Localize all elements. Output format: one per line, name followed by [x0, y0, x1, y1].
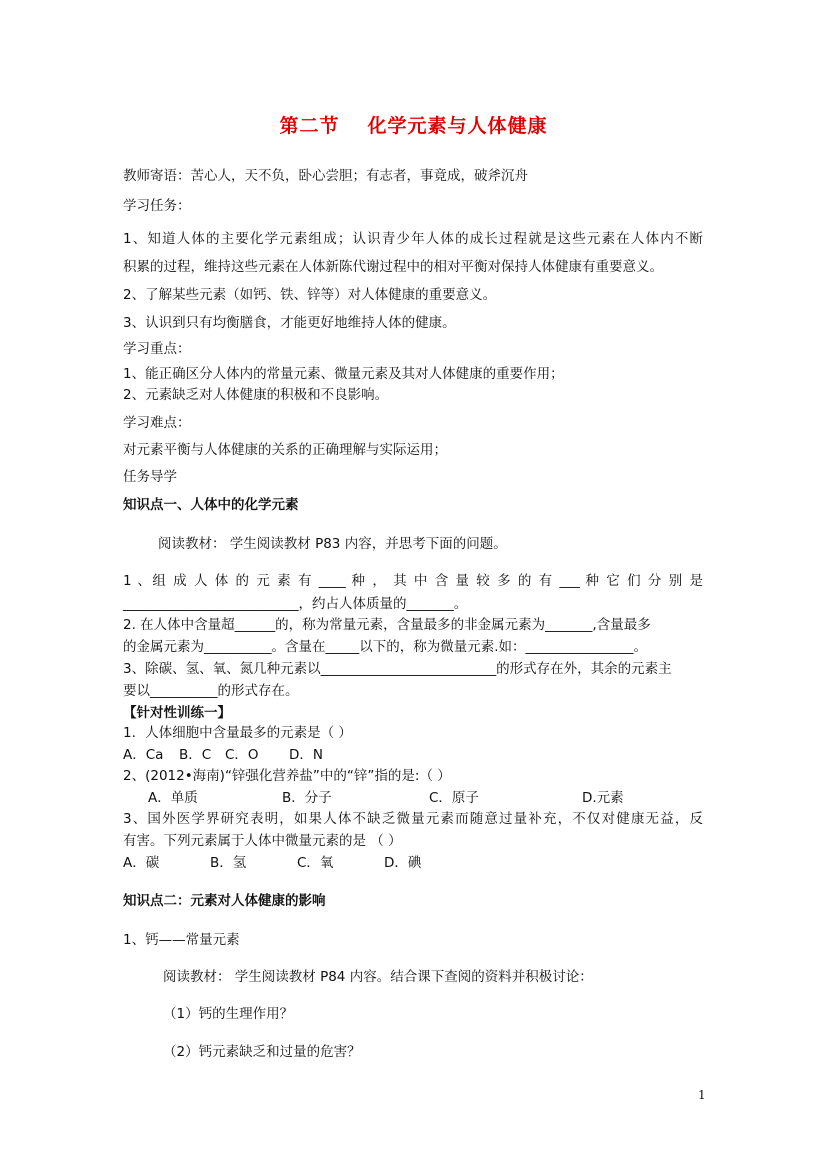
- kp1-question-2-line-b: 的金属元素为__________。含量在_____以下的，称为微量元素.如：________________。: [123, 639, 648, 655]
- option-d: D．N: [289, 747, 323, 763]
- option-c: C．氧: [297, 855, 334, 871]
- knowledge-point-2-heading: 知识点二：元素对人体健康的影响: [123, 893, 326, 909]
- difficulties-heading: 学习难点：: [123, 415, 191, 431]
- kp1-question-3-line-b: 要以__________的形式存在。: [123, 683, 299, 699]
- drill-1-question-2: 2、(2012•海南)“锌强化营养盐”中的“锌”指的是:（ ）: [123, 768, 451, 784]
- drill-1-question-1-options: [123, 746, 323, 764]
- page-title: [0, 111, 827, 138]
- kp1-question-3-line-a: 3、除碳、氢、氧、氮几种元素以__________________________的形式存在外，其余的元素主: [123, 661, 672, 677]
- kp1-reading: 阅读教材： 学生阅读教材 P83 内容，并思考下面的问题。: [158, 536, 507, 552]
- tasks-heading: 学习任务：: [123, 198, 191, 214]
- drill-1-heading: 【针对性训练一】: [123, 705, 231, 721]
- option-d: D．碘: [384, 855, 422, 871]
- task-1-line-a: 1、知道人体的主要化学元素组成；认识青少年人体的成长过程就是这些元素在人体内不断: [123, 231, 703, 247]
- section-topic: 化学元素与人体健康: [367, 115, 548, 137]
- drill-1-question-3-options: [123, 854, 421, 872]
- drill-1-question-2-options: [148, 789, 624, 807]
- option-a: A．Ca: [123, 747, 164, 763]
- option-c: C．O: [225, 747, 259, 763]
- key-point-2: 2、元素缺乏对人体健康的积极和不良影响。: [123, 387, 389, 403]
- kp2-question-b: （2）钙元素缺乏和过量的危害？: [163, 1044, 361, 1060]
- drill-1-question-1: 1．人体细胞中含量最多的元素是（ ）: [123, 725, 352, 741]
- kp1-question-1-line-a: 1 、组 成 人 体 的 元 素 有 ____ 种 ， 其 中 含 量 较 多 的 有 ___ 种 它 们 分 别 是: [123, 573, 703, 589]
- difficulty-1: 对元素平衡与人体健康的关系的正确理解与实际运用；: [123, 442, 447, 458]
- option-a: A．碳: [123, 855, 160, 871]
- option-a: A．单质: [148, 790, 198, 806]
- kp2-question-a: （1）钙的生理作用？: [163, 1006, 294, 1022]
- key-points-heading: 学习重点：: [123, 341, 191, 357]
- key-point-1: 1、能正确区分人体内的常量元素、微量元素及其对人体健康的重要作用；: [123, 366, 564, 382]
- knowledge-point-1-heading: 知识点一、人体中的化学元素: [123, 497, 299, 513]
- task-1-line-b: 积累的过程，维持这些元素在人体新陈代谢过程中的相对平衡对保持人体健康有重要意义。: [123, 259, 663, 275]
- kp1-question-1-line-b: __________________________，约占人体质量的_______。: [123, 596, 468, 612]
- kp2-subsection-1: 1、钙——常量元素: [123, 932, 240, 948]
- option-d: D.元素: [582, 790, 624, 806]
- task-2: 2、了解某些元素（如钙、铁、锌等）对人体健康的重要意义。: [123, 287, 497, 303]
- guide-heading: 任务导学: [123, 469, 177, 485]
- drill-1-question-3-line-a: 3、国外医学界研究表明，如果人体不缺乏微量元素而随意过量补充，不仅对健康无益，反: [123, 811, 703, 827]
- kp1-question-2-line-a: 2. 在人体中含量超______的，称为常量元素，含量最多的非金属元素为_______,含量最多: [123, 617, 651, 633]
- drill-1-question-3-line-b: 有害。下列元素属于人体中微量元素的是 （ ）: [123, 833, 402, 849]
- option-b: B．C: [179, 747, 212, 763]
- option-b: B．氢: [210, 855, 247, 871]
- option-c: C．原子: [429, 790, 479, 806]
- task-3: 3、认识到只有均衡膳食，才能更好地维持人体的健康。: [123, 315, 456, 331]
- option-b: B．分子: [282, 790, 332, 806]
- page-number: 1: [698, 1088, 706, 1102]
- kp2-reading: 阅读教材： 学生阅读教材 P84 内容。结合课下查阅的资料并积极讨论：: [163, 969, 593, 985]
- section-number: 第二节: [279, 115, 340, 137]
- teacher-motto: 教师寄语：苦心人，天不负，卧心尝胆；有志者，事竟成，破斧沉舟: [123, 168, 528, 184]
